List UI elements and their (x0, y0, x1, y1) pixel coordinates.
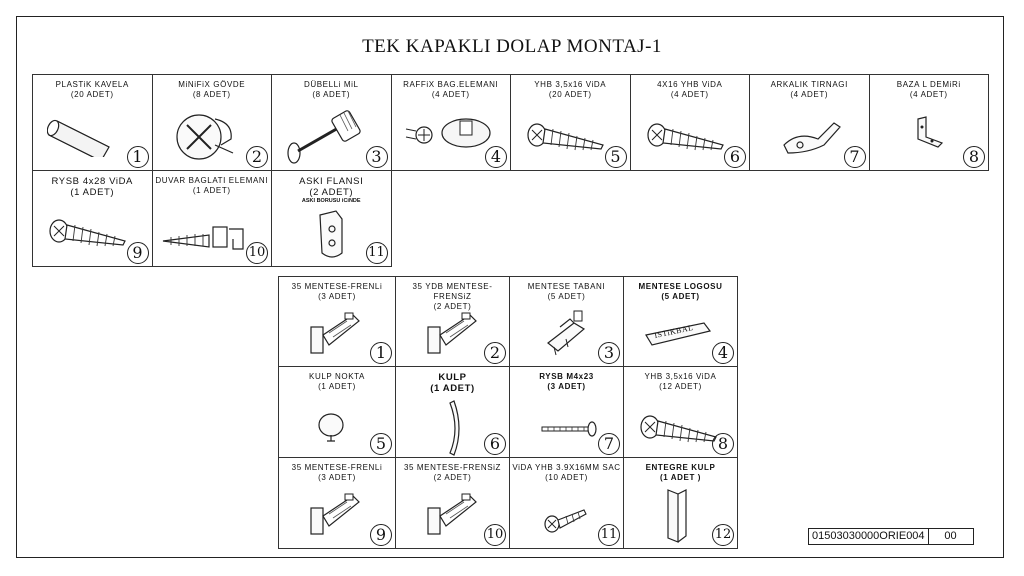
part-name: DUVAR BAGLATI ELEMANI (155, 176, 269, 185)
top-part-cell-7 (750, 75, 870, 171)
part-name: MiNiFiX GÖVDE (178, 80, 246, 89)
top-parts-table (32, 74, 989, 267)
part-name: YHB 3,5x16 ViDA (644, 372, 717, 381)
part-number: 11 (366, 242, 388, 264)
part-number: 1 (370, 342, 392, 364)
bottom-part-cell-11 (510, 458, 624, 549)
part-number: 5 (370, 433, 392, 455)
part-number: 6 (724, 146, 746, 168)
page-title: TEK KAPAKLI DOLAP MONTAJ-1 (362, 36, 662, 57)
top-part-cell-3 (272, 75, 392, 171)
bottom-part-cell-6 (396, 367, 510, 458)
part-name: RYSB M4x23 (539, 372, 594, 381)
top-part-cell-1 (33, 75, 153, 171)
part-number: 9 (127, 242, 149, 264)
part-quantity: (5 ADET) (661, 292, 700, 301)
document-code: 01503030000ORIE004 (812, 530, 925, 542)
part-number: 4 (712, 342, 734, 364)
part-quantity: (2 ADET) (433, 473, 472, 482)
part-quantity: (20 ADET) (548, 90, 592, 99)
part-name: 35 MENTESE-FRENLi (291, 463, 383, 472)
part-name: KULP NOKTA (309, 372, 365, 381)
part-number: 2 (484, 342, 506, 364)
top-part-cell-8 (870, 75, 990, 171)
part-quantity: (10 ADET) (545, 473, 588, 482)
part-quantity: (3 ADET) (318, 292, 356, 301)
part-quantity: (1 ADET) (430, 383, 475, 394)
part-name: 35 MENTESE-FRENLi (291, 282, 383, 291)
part-name: RYSB 4x28 ViDA (51, 176, 133, 187)
hinge-logo-text: ISTiKBAL (653, 322, 695, 341)
part-quantity: (12 ADET) (659, 382, 702, 391)
part-number: 10 (484, 524, 506, 546)
empty-cell (631, 171, 751, 267)
part-quantity: (3 ADET) (318, 473, 356, 482)
part-name: MENTESE TABANI (527, 282, 606, 291)
part-quantity: (4 ADET) (790, 90, 829, 99)
empty-cell (392, 171, 512, 267)
empty-cell (870, 171, 990, 267)
part-quantity: (3 ADET) (547, 382, 586, 391)
part-quantity: (8 ADET) (192, 90, 231, 99)
empty-cell (511, 171, 631, 267)
part-quantity: (4 ADET) (431, 90, 470, 99)
part-number: 7 (844, 146, 866, 168)
part-name: ARKALIK TIRNAGI (770, 80, 848, 89)
bottom-part-cell-7 (510, 367, 624, 458)
part-quantity: (2 ADET) (309, 187, 354, 198)
part-quantity: (5 ADET) (547, 292, 586, 301)
part-name: 35 MENTESE-FRENSiZ (403, 463, 502, 472)
part-name: DÜBELLi MiL (303, 80, 359, 89)
part-quantity: (1 ADET) (192, 186, 231, 195)
part-number: 8 (712, 433, 734, 455)
part-quantity: (4 ADET) (670, 90, 709, 99)
bottom-parts-table (278, 276, 738, 549)
part-name: 4X16 YHB ViDA (657, 80, 723, 89)
part-number: 4 (485, 146, 507, 168)
part-name: ENTEGRE KULP (645, 463, 716, 472)
part-number: 5 (605, 146, 627, 168)
part-number: 2 (246, 146, 268, 168)
part-quantity: (1 ADET ) (659, 473, 702, 482)
part-name: ASKI FLANSI (299, 176, 364, 187)
bottom-part-cell-2 (396, 277, 510, 367)
part-name: PLASTiK KAVELA (55, 80, 129, 89)
part-number: 1 (127, 146, 149, 168)
top-part-cell-4 (392, 75, 512, 171)
part-number: 3 (366, 146, 388, 168)
document-code-box (808, 528, 974, 545)
part-number: 9 (370, 524, 392, 546)
part-number: 11 (598, 524, 620, 546)
part-name: YHB 3,5x16 ViDA (534, 80, 607, 89)
bottom-part-cell-8 (624, 367, 738, 458)
part-name: RAFFiX BAG.ELEMANI (403, 80, 499, 89)
part-quantity: (8 ADET) (312, 90, 351, 99)
bottom-part-cell-10 (396, 458, 510, 549)
part-number: 8 (963, 146, 985, 168)
bottom-part-cell-3 (510, 277, 624, 367)
part-number: 3 (598, 342, 620, 364)
bottom-part-cell-12 (624, 458, 738, 549)
top-part-cell-10 (153, 171, 273, 267)
part-quantity: (20 ADET) (70, 90, 114, 99)
empty-cell (750, 171, 870, 267)
top-part-cell-11 (272, 171, 392, 267)
part-name: 35 YDB MENTESE-FRENSiZ (412, 282, 493, 301)
bottom-part-cell-4 (624, 277, 738, 367)
part-quantity: (4 ADET) (909, 90, 948, 99)
top-part-cell-5 (511, 75, 631, 171)
part-number: 6 (484, 433, 506, 455)
part-quantity: (2 ADET) (433, 302, 472, 311)
revision-number: 00 (928, 529, 973, 544)
part-note: ASKI BORUSU iCiNDE (301, 198, 361, 204)
part-number: 7 (598, 433, 620, 455)
part-name: KULP (438, 372, 467, 383)
bottom-part-cell-9 (279, 458, 396, 549)
part-name: ViDA YHB 3.9X16MM SAC (512, 463, 621, 472)
part-name: BAZA L DEMiRi (896, 80, 961, 89)
part-quantity: (1 ADET) (70, 187, 115, 198)
top-part-cell-6 (631, 75, 751, 171)
top-part-cell-2 (153, 75, 273, 171)
part-quantity: (1 ADET) (318, 382, 356, 391)
top-part-cell-9 (33, 171, 153, 267)
part-number: 10 (246, 242, 268, 264)
part-number: 12 (712, 524, 734, 546)
part-name: MENTESE LOGOSU (638, 282, 723, 291)
bottom-part-cell-5 (279, 367, 396, 458)
bottom-part-cell-1 (279, 277, 396, 367)
